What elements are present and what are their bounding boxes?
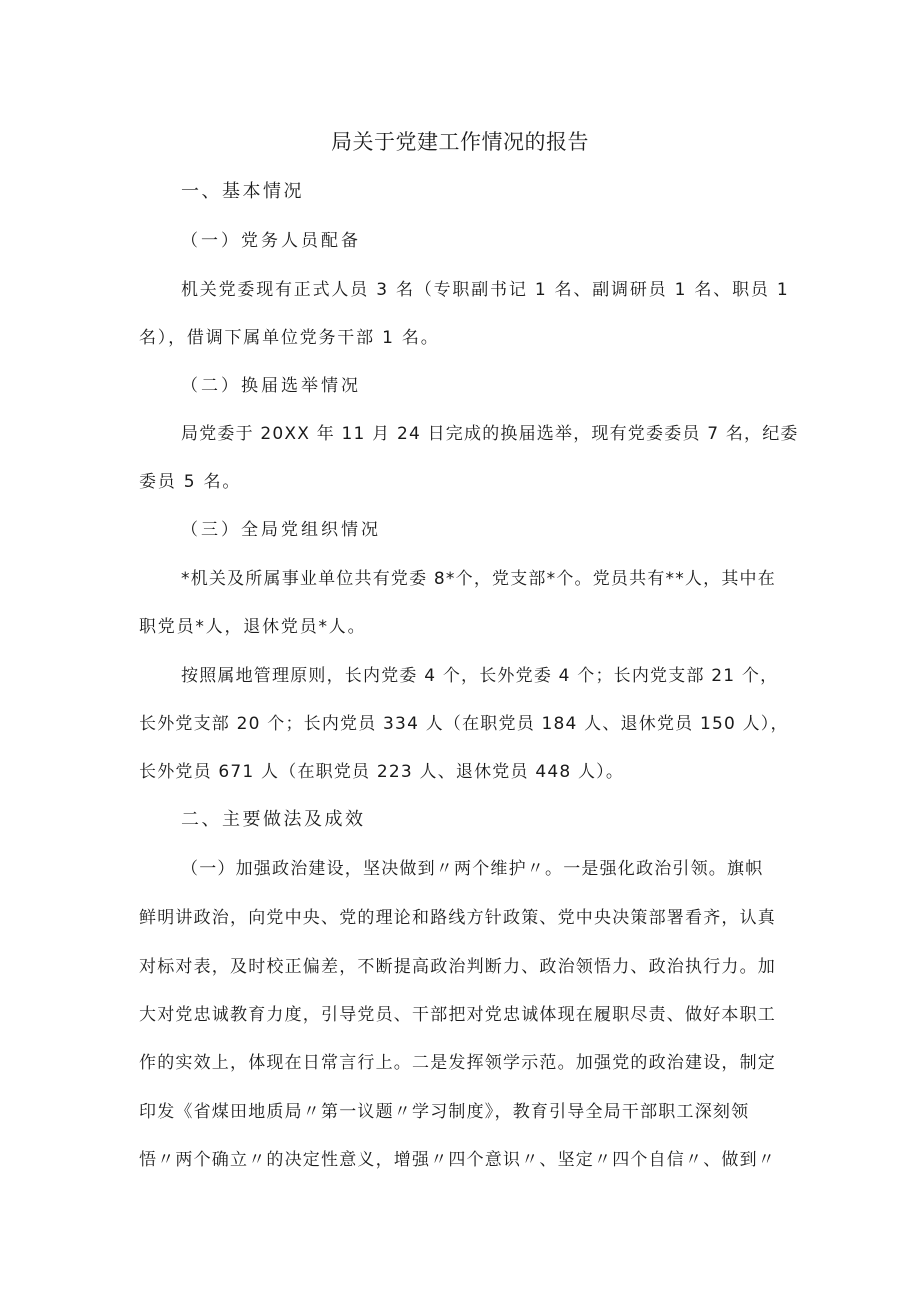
section-heading-practices: 二、主要做法及成效 [181,809,366,830]
paragraph-line: 长外党支部 20 个；长内党员 334 人（在职党员 184 人、退休党员 150 人）， [139,714,789,734]
subsection-heading-election: （二）换届选举情况 [181,376,361,396]
subsection-heading-staffing: （一）党务人员配备 [181,231,361,251]
subsection-heading-organization: （三）全局党组织情况 [181,520,381,540]
document-title: 局关于党建工作情况的报告 [331,130,589,154]
paragraph-line: 长外党员 671 人（在职党员 223 人、退休党员 448 人）。 [139,762,625,782]
paragraph-line: 委员 5 名。 [139,472,242,492]
paragraph-line: 对标对表，及时校正偏差，不断提高政治判断力、政治领悟力、政治执行力。加 [139,957,776,977]
paragraph-line: 大对党忠诚教育力度，引导党员、干部把对党忠诚体现在履职尽责、做好本职工 [139,1005,776,1025]
section-heading-basic: 一、基本情况 [181,181,304,202]
paragraph-line: *机关及所属事业单位共有党委 8*个，党支部*个。党员共有**人，其中在 [181,569,776,589]
paragraph-line: （一）加强政治建设，坚决做到〃两个维护〃。一是强化政治引领。旗帜 [181,859,764,879]
paragraph-line: 印发《省煤田地质局〃第一议题〃学习制度》，教育引导全局干部职工深刻领 [139,1102,750,1122]
paragraph-line: 职党员*人，退休党员*人。 [139,617,367,637]
paragraph-line: 作的实效上，体现在日常言行上。二是发挥领学示范。加强党的政治建设，制定 [139,1053,776,1073]
paragraph-line: 局党委于 20XX 年 11 月 24 日完成的换届选举，现有党委委员 7 名，纪委 [181,424,799,444]
paragraph-line: 悟〃两个确立〃的决定性意义，增强〃四个意识〃、坚定〃四个自信〃、做到〃 [139,1150,776,1170]
paragraph-line: 鲜明讲政治，向党中央、党的理论和路线方针政策、党中央决策部署看齐，认真 [139,908,776,928]
paragraph-line: 名），借调下属单位党务干部 1 名。 [139,328,440,348]
paragraph-line: 机关党委现有正式人员 3 名（专职副书记 1 名、副调研员 1 名、职员 1 [181,280,790,300]
paragraph-line: 按照属地管理原则，长内党委 4 个，长外党委 4 个；长内党支部 21 个， [181,666,779,686]
